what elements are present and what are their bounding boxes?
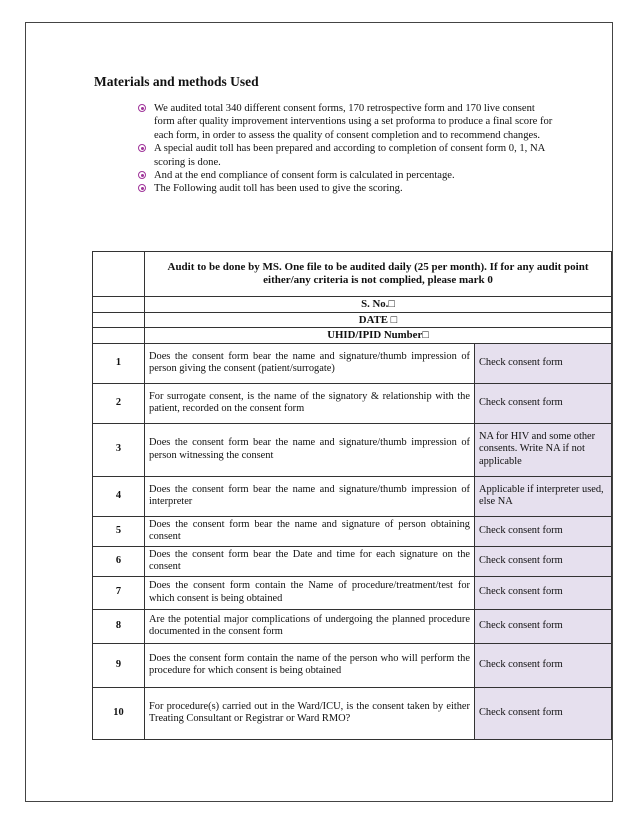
circle-bullet-icon: [138, 184, 146, 192]
row-note: Check consent form: [475, 687, 612, 739]
table-row: [93, 609, 612, 643]
row-criterion: Does the consent form bear the name and signature/thumb impression of person giving the consent (patient/surrogate): [145, 343, 475, 383]
table-row: [93, 546, 612, 576]
row-note: Check consent form: [475, 576, 612, 609]
row-number: 7: [93, 576, 145, 609]
circle-bullet-icon: [138, 144, 146, 152]
circle-bullet-icon: [138, 171, 146, 179]
row-number: 10: [93, 687, 145, 739]
date-row: [93, 312, 612, 328]
empty-cell: [93, 297, 145, 313]
row-note: Check consent form: [475, 343, 612, 383]
row-number: 1: [93, 343, 145, 383]
empty-cell: [93, 328, 145, 344]
section-heading: Materials and methods Used: [94, 74, 259, 89]
empty-cell: [93, 252, 145, 297]
row-criterion: Does the consent form bear the Date and time for each signature on the consent: [145, 546, 475, 576]
bullet-text: And at the end compliance of consent form is calculated in percentage.: [154, 170, 455, 182]
table-row: [93, 643, 612, 687]
sno-row: [93, 297, 612, 313]
row-number: 9: [93, 643, 145, 687]
bullet-item: [138, 142, 556, 169]
row-number: 4: [93, 476, 145, 516]
row-criterion: Does the consent form bear the name and signature of person obtaining consent: [145, 516, 475, 546]
row-number: 5: [93, 516, 145, 546]
row-note: Check consent form: [475, 546, 612, 576]
row-criterion: Does the consent form contain the Name of procedure/treatment/test for which consent is being obtained: [145, 576, 475, 609]
methods-bullet-list: [138, 102, 556, 196]
table-row: [93, 383, 612, 423]
row-note: Check consent form: [475, 643, 612, 687]
row-criterion: For procedure(s) carried out in the Ward/ICU, is the consent taken by either Treating Consultant or Registrar or Ward RMO?: [145, 687, 475, 739]
row-criterion: Does the consent form contain the name of the person who will perform the procedure for which consent is being obtained: [145, 643, 475, 687]
table-row: [93, 476, 612, 516]
bullet-item: [138, 169, 556, 182]
row-criterion: Does the consent form bear the name and signature/thumb impression of person witnessing the consent: [145, 423, 475, 476]
bullet-item: [138, 182, 556, 195]
sno-label: S. No.□: [145, 297, 612, 313]
uhid-row: [93, 328, 612, 344]
date-label: DATE □: [145, 312, 612, 328]
bullet-text: A special audit toll has been prepared and according to completion of consent form 0, 1, NA scoring is done.: [154, 143, 545, 168]
row-note: Check consent form: [475, 516, 612, 546]
row-note: Check consent form: [475, 383, 612, 423]
table-row: [93, 343, 612, 383]
row-criterion: For surrogate consent, is the name of the signatory & relationship with the patient, recorded on the consent form: [145, 383, 475, 423]
circle-bullet-icon: [138, 104, 146, 112]
table-header-row: [93, 252, 612, 297]
audit-instructions: Audit to be done by MS. One file to be audited daily (25 per month). If for any audit point either/any criteria is not complied, please mark 0: [145, 252, 612, 297]
table-row: [93, 423, 612, 476]
row-number: 3: [93, 423, 145, 476]
bullet-item: [138, 102, 556, 142]
bullet-text: The Following audit toll has been used to give the scoring.: [154, 183, 403, 195]
row-criterion: Does the consent form bear the name and signature/thumb impression of interpreter: [145, 476, 475, 516]
row-note: NA for HIV and some other consents. Write NA if not applicable: [475, 423, 612, 476]
row-criterion: Are the potential major complications of undergoing the planned procedure documented in the consent form: [145, 609, 475, 643]
table-row: [93, 687, 612, 739]
row-number: 6: [93, 546, 145, 576]
table-row: [93, 576, 612, 609]
uhid-label: UHID/IPID Number□: [145, 328, 612, 344]
audit-tool-table: [92, 251, 612, 740]
table-row: [93, 516, 612, 546]
row-note: Applicable if interpreter used, else NA: [475, 476, 612, 516]
row-note: Check consent form: [475, 609, 612, 643]
empty-cell: [93, 312, 145, 328]
row-number: 2: [93, 383, 145, 423]
bullet-text: We audited total 340 different consent forms, 170 retrospective form and 170 live consent form after quality improvement interventions using a set proforma to produce a final score for each form, in order to assess the quality of consent completion and to recommend changes.: [154, 103, 553, 141]
row-number: 8: [93, 609, 145, 643]
